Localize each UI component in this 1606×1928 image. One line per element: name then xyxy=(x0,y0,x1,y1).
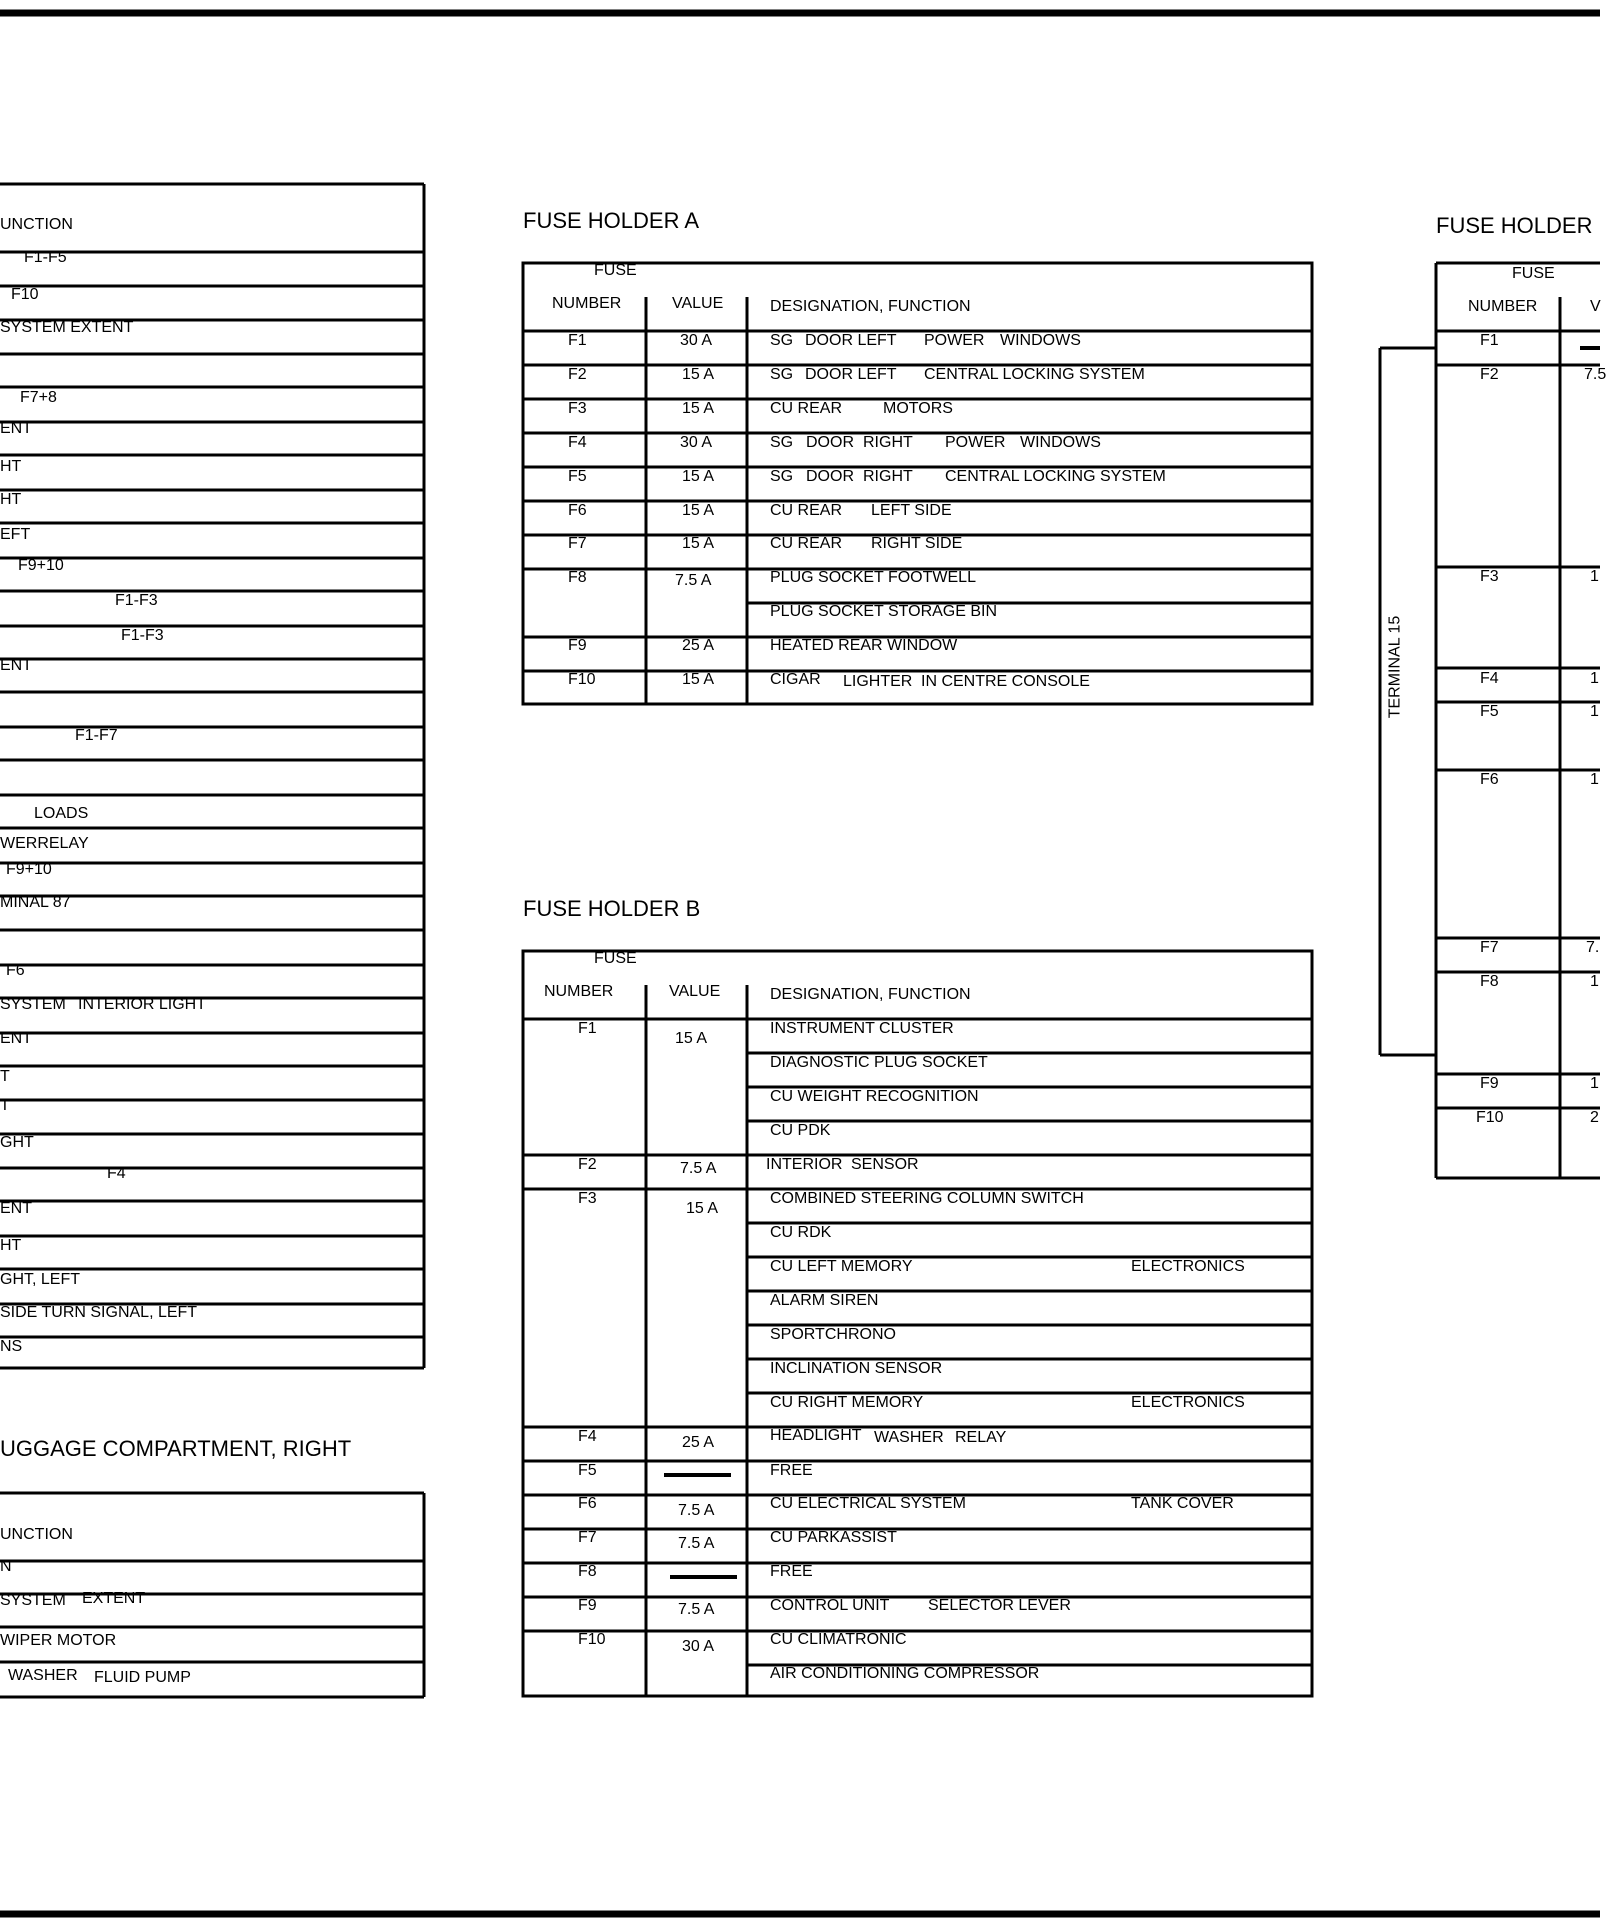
left-row-text: GHT xyxy=(0,1134,34,1151)
fuse-designation: INTERIOR xyxy=(766,1156,843,1173)
fuse-number: F10 xyxy=(568,671,596,688)
fuse-number: F1 xyxy=(568,332,587,349)
fuse-value: 7.5 A xyxy=(678,1535,715,1552)
fuse-designation: COMBINED STEERING COLUMN SWITCH xyxy=(770,1190,1084,1207)
fuse-designation: ELECTRONICS xyxy=(1131,1394,1245,1411)
fuse-designation: CENTRAL LOCKING SYSTEM xyxy=(945,468,1166,485)
fuse-designation: ELECTRONICS xyxy=(1131,1258,1245,1275)
fuse-holder-c-title: FUSE HOLDER xyxy=(1436,213,1593,238)
fuse-value: 2 xyxy=(1590,1109,1599,1126)
fuse-value: 1 xyxy=(1590,568,1599,585)
fuse-designation: CU ELECTRICAL SYSTEM xyxy=(770,1495,966,1512)
fuse-number: F6 xyxy=(1480,771,1499,788)
fuse-holder-b-title: FUSE HOLDER B xyxy=(523,896,701,921)
left-row-text: WERRELAY xyxy=(0,835,89,852)
fuse-designation: ALARM SIREN xyxy=(770,1292,879,1309)
header-fuse: FUSE xyxy=(1512,265,1555,282)
fuse-designation: AIR CONDITIONING COMPRESSOR xyxy=(770,1665,1040,1682)
fuse-number: F3 xyxy=(578,1190,597,1207)
fuse-number: F2 xyxy=(568,366,587,383)
fuse-designation: SELECTOR LEVER xyxy=(928,1597,1071,1614)
left-bottom-row-text: WIPER MOTOR xyxy=(0,1632,117,1649)
fuse-number: F9 xyxy=(1480,1075,1499,1092)
fuse-number: F1 xyxy=(578,1020,597,1037)
fuse-designation: RIGHT xyxy=(863,434,913,451)
fuse-number: F2 xyxy=(578,1156,597,1173)
fuse-designation: CU RDK xyxy=(770,1224,832,1241)
fuse-designation: PLUG SOCKET FOOTWELL xyxy=(770,569,976,586)
left-row-text: T xyxy=(0,1068,10,1085)
left-row-text: F1-F3 xyxy=(121,627,164,644)
header-fuse: FUSE xyxy=(594,262,637,279)
fuse-value: 7.5 xyxy=(1584,366,1606,383)
fuse-value: 30 A xyxy=(682,1638,715,1655)
fuse-value: 25 A xyxy=(682,637,715,654)
header-fuse: FUSE xyxy=(594,950,637,967)
fuse-designation: WINDOWS xyxy=(1000,332,1081,349)
fuse-value: 15 A xyxy=(682,468,715,485)
fuse-designation: PLUG SOCKET STORAGE BIN xyxy=(770,603,998,620)
header-designation: DESIGNATION, FUNCTION xyxy=(770,298,971,315)
fuse-designation: CU REAR xyxy=(770,535,843,552)
fuse-number: F5 xyxy=(578,1462,597,1479)
fuse-designation: CU WEIGHT RECOGNITION xyxy=(770,1088,979,1105)
fuse-number: F8 xyxy=(578,1563,597,1580)
fuse-designation: SPORTCHRONO xyxy=(770,1326,896,1343)
fuse-designation: CU PARKASSIST xyxy=(770,1529,897,1546)
fuse-designation: FREE xyxy=(770,1563,813,1580)
fuse-designation: CU RIGHT MEMORY xyxy=(770,1394,924,1411)
header-value: V xyxy=(1590,298,1601,315)
fuse-value: 7.5 A xyxy=(680,1160,717,1177)
fuse-holder-a-title: FUSE HOLDER A xyxy=(523,208,700,233)
left-row-text: F7+8 xyxy=(20,389,57,406)
left-row-text: SYSTEM EXTENT xyxy=(0,319,134,336)
fuse-designation: DOOR LEFT xyxy=(805,332,897,349)
left-row-text: ENT xyxy=(0,1030,32,1047)
left-row-text: LOADS xyxy=(34,805,89,822)
fuse-designation: CONTROL UNIT xyxy=(770,1597,890,1614)
header-number: NUMBER xyxy=(552,295,622,312)
left-row-text: F1-F5 xyxy=(24,249,67,266)
fuse-number: F7 xyxy=(568,535,587,552)
fuse-designation: CU PDK xyxy=(770,1122,831,1139)
fuse-number: F6 xyxy=(578,1495,597,1512)
fuse-designation: TANK COVER xyxy=(1131,1495,1234,1512)
left-row-text: NS xyxy=(0,1338,23,1355)
fuse-value: 15 A xyxy=(682,671,715,688)
left-row-text: F9+10 xyxy=(6,861,52,878)
fuse-designation: SG xyxy=(770,366,794,383)
fuse-number: F7 xyxy=(578,1529,597,1546)
left-row-text: INTERIOR LIGHT xyxy=(78,996,207,1013)
fuse-value: 7.5 A xyxy=(678,1502,715,1519)
header-number: NUMBER xyxy=(1468,298,1538,315)
fuse-number: F4 xyxy=(568,434,587,451)
left-row-text: ENT xyxy=(0,657,32,674)
fuse-number: F4 xyxy=(1480,670,1499,687)
fuse-value: 15 A xyxy=(682,502,715,519)
fuse-designation: IN CENTRE CONSOLE xyxy=(921,673,1090,690)
left-row-text: GHT, LEFT xyxy=(0,1271,81,1288)
fuse-value: 15 A xyxy=(686,1200,719,1217)
left-bottom-row-text: UNCTION xyxy=(0,1526,73,1543)
fuse-value: 25 A xyxy=(682,1434,715,1451)
left-bottom-row-text: FLUID PUMP xyxy=(94,1669,191,1686)
left-row-text: HT xyxy=(0,1237,22,1254)
left-row-text: UNCTION xyxy=(0,216,73,233)
fuse-designation: HEADLIGHT xyxy=(770,1427,862,1444)
fuse-designation: CU REAR xyxy=(770,400,843,417)
fuse-value: 30 A xyxy=(680,434,713,451)
fuse-number: F3 xyxy=(568,400,587,417)
fuse-value: 15 A xyxy=(682,535,715,552)
fuse-number: F8 xyxy=(568,569,587,586)
fuse-designation: DOOR xyxy=(806,468,854,485)
left-bottom-row-text: EXTENT xyxy=(82,1590,146,1607)
header-value: VALUE xyxy=(672,295,724,312)
fuse-number: F10 xyxy=(578,1631,606,1648)
fuse-designation: INSTRUMENT CLUSTER xyxy=(770,1020,954,1037)
fuse-designation: LEFT SIDE xyxy=(871,502,952,519)
fuse-number: F5 xyxy=(1480,703,1499,720)
fuse-designation: DOOR LEFT xyxy=(805,366,897,383)
fuse-number: F1 xyxy=(1480,332,1499,349)
fuse-value: 1 xyxy=(1590,670,1599,687)
fuse-designation: CU LEFT MEMORY xyxy=(770,1258,913,1275)
left-row-text: SIDE TURN SIGNAL, LEFT xyxy=(0,1304,198,1321)
fuse-value: 1 xyxy=(1590,1075,1599,1092)
left-row-text: MINAL 87 xyxy=(0,894,71,911)
left-row-text: SYSTEM xyxy=(0,996,66,1013)
left-row-text: F6 xyxy=(6,962,25,979)
fuse-value: 7.5 A xyxy=(675,572,712,589)
fuse-number: F6 xyxy=(568,502,587,519)
fuse-designation: DOOR xyxy=(806,434,854,451)
fuse-value: 15 A xyxy=(682,366,715,383)
fuse-designation: SG xyxy=(770,434,794,451)
header-value: VALUE xyxy=(669,983,721,1000)
left-bottom-title: UGGAGE COMPARTMENT, RIGHT xyxy=(0,1436,352,1461)
fuse-number: F5 xyxy=(568,468,587,485)
left-row-text: F1-F3 xyxy=(115,592,158,609)
fuse-number: F3 xyxy=(1480,568,1499,585)
fuse-designation: RIGHT SIDE xyxy=(871,535,963,552)
left-row-text: F4 xyxy=(107,1165,126,1182)
header-designation: DESIGNATION, FUNCTION xyxy=(770,986,971,1003)
fuse-designation: WASHER xyxy=(874,1429,944,1446)
left-row-text: HT xyxy=(0,458,22,475)
fuse-number: F7 xyxy=(1480,939,1499,956)
fuse-designation: LIGHTER xyxy=(843,673,913,690)
fuse-designation: DIAGNOSTIC PLUG SOCKET xyxy=(770,1054,988,1071)
left-row-text: ENT xyxy=(0,420,32,437)
left-row-text: F1-F7 xyxy=(75,727,118,744)
fuse-value: 15 A xyxy=(675,1030,708,1047)
fuse-designation: HEATED REAR WINDOW xyxy=(770,637,958,654)
fuse-number: F2 xyxy=(1480,366,1499,383)
fuse-designation: SG xyxy=(770,468,794,485)
left-row-text: EFT xyxy=(0,526,31,543)
fuse-designation: CU REAR xyxy=(770,502,843,519)
left-row-text: HT xyxy=(0,491,22,508)
fuse-designation: CENTRAL LOCKING SYSTEM xyxy=(924,366,1145,383)
header-number: NUMBER xyxy=(544,983,614,1000)
fuse-value: 1 xyxy=(1590,703,1599,720)
fuse-number: F4 xyxy=(578,1428,597,1445)
left-row-text: F10 xyxy=(11,286,39,303)
left-bottom-row-text: WASHER xyxy=(8,1667,78,1684)
fuse-value: 30 A xyxy=(680,332,713,349)
terminal-15-label: TERMINAL 15 xyxy=(1386,615,1404,719)
fuse-number: F10 xyxy=(1476,1109,1504,1126)
left-bottom-row-text: N xyxy=(0,1558,12,1575)
fuse-number: F9 xyxy=(568,637,587,654)
fuse-designation: RELAY xyxy=(955,1429,1007,1446)
fuse-designation: CIGAR xyxy=(770,671,821,688)
fuse-value: 1 xyxy=(1590,771,1599,788)
fuse-designation: INCLINATION SENSOR xyxy=(770,1360,943,1377)
left-bottom-row-text: SYSTEM xyxy=(0,1592,66,1609)
fuse-designation: MOTORS xyxy=(883,400,953,417)
fuse-designation: SENSOR xyxy=(851,1156,919,1173)
fuse-designation: FREE xyxy=(770,1462,813,1479)
fuse-designation: WINDOWS xyxy=(1020,434,1101,451)
left-row-text: T xyxy=(0,1097,10,1114)
fuse-value: 15 A xyxy=(682,400,715,417)
fuse-designation: SG xyxy=(770,332,794,349)
fuse-number: F8 xyxy=(1480,973,1499,990)
fuse-value: 1 xyxy=(1590,973,1599,990)
left-row-text: F9+10 xyxy=(18,557,64,574)
fuse-designation: POWER xyxy=(945,434,1006,451)
fuse-designation: RIGHT xyxy=(863,468,913,485)
left-row-text: ENT xyxy=(0,1200,32,1217)
fuse-designation: POWER xyxy=(924,332,985,349)
fuse-value: 7. xyxy=(1586,939,1600,956)
fuse-number: F9 xyxy=(578,1597,597,1614)
fuse-designation: CU CLIMATRONIC xyxy=(770,1631,907,1648)
fuse-value: 7.5 A xyxy=(678,1601,715,1618)
